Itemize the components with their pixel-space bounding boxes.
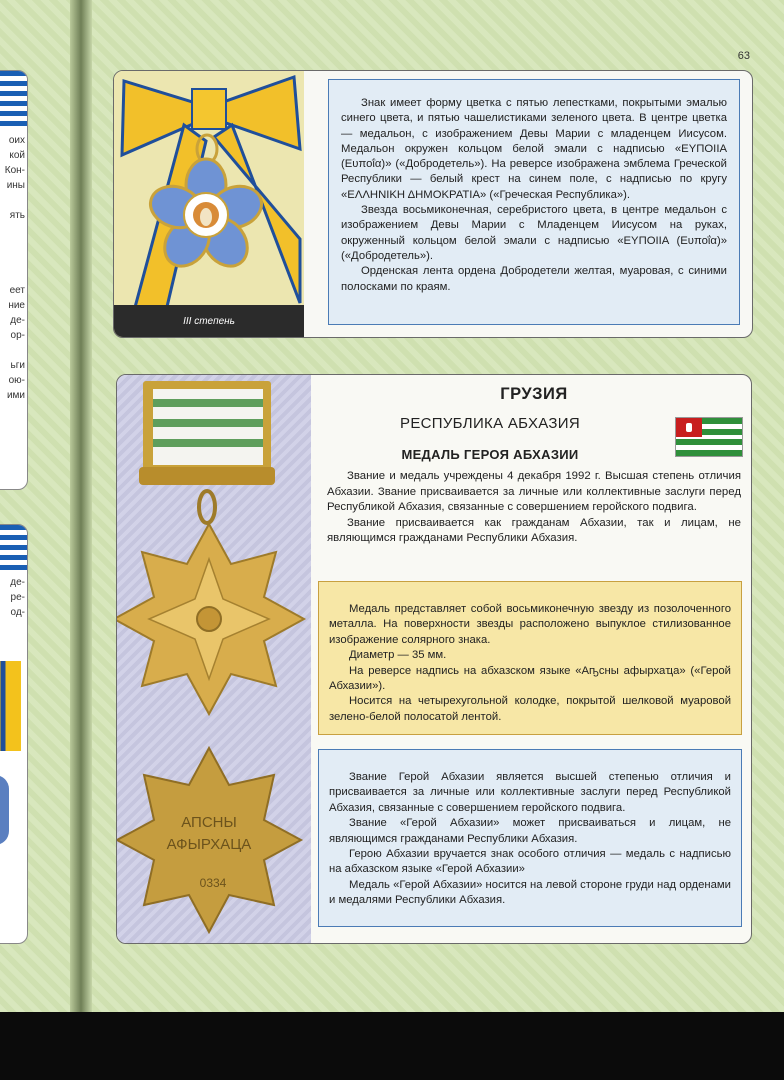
fragment-line: [1, 253, 25, 268]
intro-paragraph: Звание и медаль учреждены 4 декабря 1992 г. Высшая степень отличия Абхазии. Звание присваивается за личные или коллективные заслуги перед Республикой Абхазия, связанные с совершением геройского подвига.: [327, 470, 741, 513]
fragment-line: ять: [9, 210, 25, 221]
status-paragraph: Герою Абхазии вручается знак особого отличия — медаль с надписью на абхазском языке «Герой Абхазии»: [329, 848, 731, 876]
greek-flag-fragment: [0, 71, 27, 131]
reverse-inscription-line1: АПСНЫ: [181, 814, 237, 831]
order-paragraph: Орденская лента ордена Добродетели желтая, муаровая, с синими полосками по краям.: [341, 265, 727, 293]
fragment-line: од-: [10, 607, 25, 618]
status-paragraph: Медаль «Герой Абхазии» носится на левой стороне груди над орденами и медалями Республики Абхазия.: [329, 878, 731, 907]
order-paragraph: Звезда восьмиконечная, серебристого цвета, в центре медальон с изображением Девы Марии с Младенцем Иисусом на руках, окруженный кольцом белой эмали с надписью «ΕΥΠΟΙΙΑ (Ευποΐα)» («Добродетель»).: [341, 204, 727, 262]
medal-photo-column: [117, 375, 311, 943]
order-photo: [114, 71, 304, 337]
fragment-line: ими: [6, 390, 25, 401]
fragment-line: ор-: [10, 330, 25, 341]
fragment-line: [1, 193, 25, 208]
reverse-inscription-line2: АФЫРХАЦА: [166, 836, 252, 853]
status-paragraph: Звание Герой Абхазии является высшей степенью отличия и присваивается за личные или коллективные заслуги перед Республикой Абхазия, связанные с совершением геройского подвига.: [329, 771, 731, 814]
fragment-line: де-: [10, 315, 25, 326]
page-number: 63: [737, 50, 750, 62]
fragment-line: оих: [8, 135, 25, 146]
order-paragraph: Знак имеет форму цветка с пятью лепестками, покрытыми эмалью синего цвета, и пятью чашелистиками зеленого цвета. В центре цветка — медальон, с изображением Девы Марии с младенцем Иисусом. Медальон окружен кольцом белой эмали с надписью «ΕΥΠΟΙΙΑ (Ευποΐα)» («Добродетель»). На реверсе изображена эмблема Греческой Республики — белый крест на синем поле, с надписью по кругу «ΕΛΛΗΝΙΚΗ ΔΗΜΟΚΡΑΤΙΑ» («Греческая Республика»).: [341, 97, 727, 201]
medal-fragment: [0, 775, 9, 845]
description-paragraph: На реверсе надпись на абхазском языке «Аҧсны афырхаҵа» («Герой Абхазии»).: [329, 664, 731, 693]
fragment-line: де-: [10, 577, 25, 588]
order-of-virtue-image: [114, 71, 304, 337]
title-status-box: [318, 749, 742, 927]
order-description-box: [328, 79, 740, 325]
previous-page-text-fragment-lower: [0, 573, 27, 620]
medal-description-box: [318, 581, 742, 735]
fragment-line: [1, 268, 25, 283]
previous-page-card: [0, 70, 28, 490]
medal-intro: [327, 469, 741, 547]
ribbon-fragment: [0, 661, 21, 751]
description-paragraph: Диаметр — 35 мм.: [349, 649, 447, 662]
fragment-line: еет: [9, 285, 25, 296]
book-spine: [70, 0, 92, 1012]
fragment-line: ре-: [10, 592, 25, 603]
previous-page-card-lower: [0, 524, 28, 944]
greek-flag-fragment-lower: [0, 525, 27, 573]
scan-bottom-edge: [0, 1012, 784, 1080]
fragment-line: ины: [6, 180, 25, 191]
hero-medal-images: [117, 375, 311, 943]
hero-of-abkhazia-card: [116, 374, 752, 944]
status-paragraph: Звание «Герой Абхазии» может присваиваться и лицам, не являющимся гражданами Республики Абхазия.: [329, 817, 731, 845]
fragment-line: [1, 238, 25, 253]
fragment-line: кой: [9, 150, 25, 161]
fragment-line: [1, 343, 25, 358]
photo-caption: III степень: [114, 305, 304, 337]
order-of-virtue-card: [113, 70, 753, 338]
medal-title: МЕДАЛЬ ГЕРОЯ АБХАЗИИ: [401, 447, 579, 462]
description-paragraph: Медаль представляет собой восьмиконечную звезду из позолоченного металла. На поверхности звезды расположено выпуклое стилизованное изображение солярного знака.: [329, 603, 731, 646]
fragment-line: [1, 223, 25, 238]
previous-page-text-fragment: [0, 131, 27, 403]
republic-title: РЕСПУБЛИКА АБХАЗИЯ: [400, 415, 580, 432]
fragment-line: ние: [8, 300, 25, 311]
intro-paragraph: Звание присваивается как гражданам Абхазии, так и лицам, не являющимся гражданами Республики Абхазия.: [327, 516, 741, 544]
country-title: ГРУЗИЯ: [500, 385, 568, 403]
reverse-serial-number: 0334: [199, 876, 227, 890]
fragment-line: Кон-: [4, 165, 25, 176]
fragment-line: ою-: [8, 375, 25, 386]
abkhazia-flag-icon: [675, 417, 743, 457]
description-paragraph: Носится на четырехугольной колодке, покрытой шелковой муаровой зелено-белой полосатой лентой.: [329, 695, 731, 723]
fragment-line: ьги: [10, 360, 25, 371]
